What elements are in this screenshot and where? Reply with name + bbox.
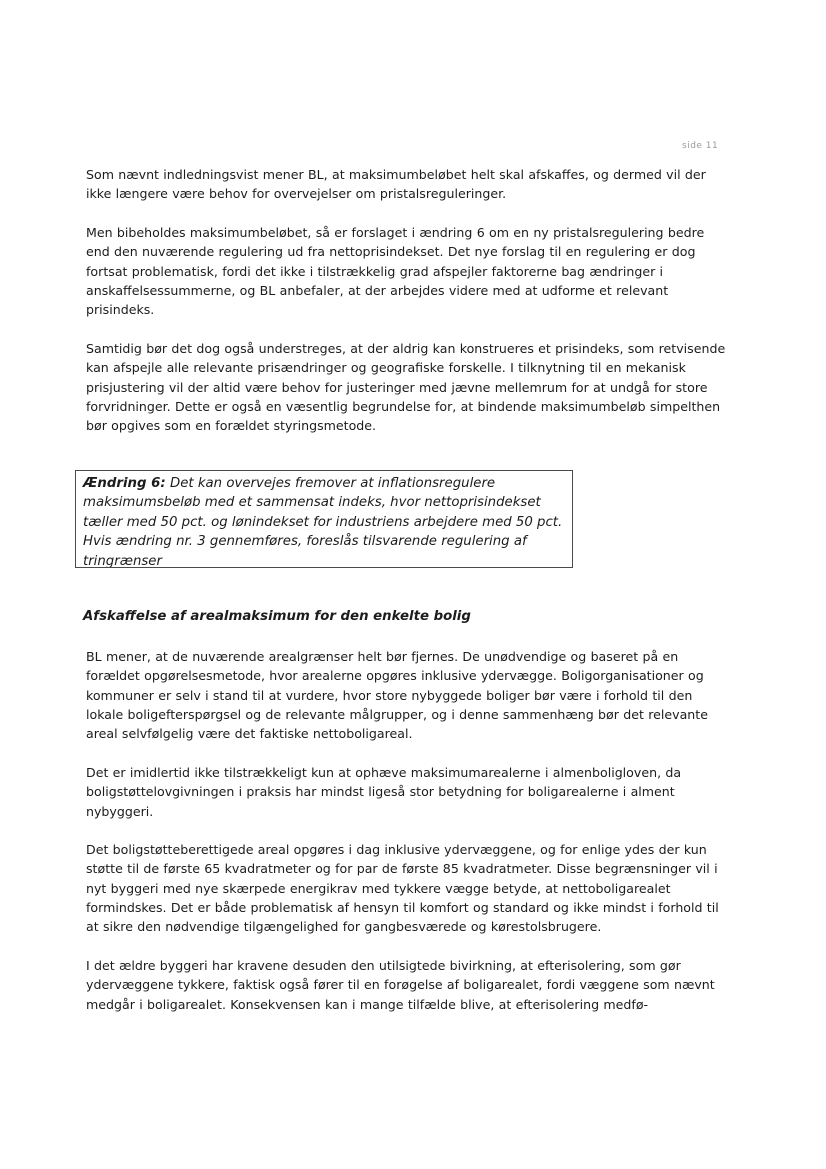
paragraph-price-index-limits: Samtidig bør det dog også understreges, at der aldrig kan konstrueres et prisindeks, som retvisende kan afspejle alle relevante prisændringer og geografiske forskelle. I tilknytning til en mekanisk prisjustering vil der altid være behov for justeringer med jævne mellemrum for at undgå for store forvridninger. Dette er også en væsentlig begrundelse for, at bindende maksimumbeløb simpelthen bør opgives som en forældet styringsmetode. bbox=[86, 341, 726, 434]
paragraph-price-regulation-proposal: Men bibeholdes maksimumbeløbet, så er forslaget i ændring 6 om en ny pristalsregulering bedre end den nuværende regulering ud fra nettoprisindekset. Det nye forslag til en regulering er dog fortsat problematisk, fordi det ikke i tilstrækkelig grad afspejler faktorerne bag ændringer i anskaffelsessummerne, og BL anbefaler, at der arbejdes videre med at udforme et relevant prisindeks. bbox=[86, 225, 705, 318]
paragraph-older-buildings: I det ældre byggeri har kravene desuden den utilsigtede bivirkning, at efterisolering, som gør ydervæggene tykkere, faktisk også fører til en forøgelse af boligarealet, fordi væggene som nævnt medgår i boligarealet. Konsekvensen kan i mange tilfælde blive, at efterisolering medfø- bbox=[86, 958, 715, 1012]
page-number: side 11 bbox=[682, 141, 719, 151]
amendment-label: Ændring 6: bbox=[83, 476, 166, 491]
paragraph-price-regulation-intro: Som nævnt indledningsvist mener BL, at maksimumbeløbet helt skal afskaffes, og dermed vil der ikke længere være behov for overvejelser om pristalsreguleringer. bbox=[86, 167, 706, 202]
paragraph-area-limits: BL mener, at de nuværende arealgrænser helt bør fjernes. De unødvendige og baseret på en forældet opgørelsesmetode, hvor arealerne opgøres inklusive ydervægge. Boligorganisationer og kommuner er selv i stand til at vurdere, hvor store nybyggede boliger bør være i forhold til den lokale boligefterspørgsel og de relevante målgrupper, og i denne sammenhæng bør det relevante areal selvfølgelig være det faktiske nettoboligareal. bbox=[86, 649, 708, 742]
paragraph-supported-area: Det boligstøtteberettigede areal opgøres i dag inklusive ydervæggene, og for enlige ydes der kun støtte til de første 65 kvadratmeter og for par de første 85 kvadratmeter. Disse begrænsninger vil i nyt byggeri med nye skærpede energikrav med tykkere vægge betyde, at nettoboligarealet formindskes. Det er både problematisk af hensyn til komfort og standard og ikke mindst i forhold til at sikre den nødvendige tilgængelighed for gangbesværede og kørestolsbrugere. bbox=[86, 842, 719, 935]
section-heading: Afskaffelse af arealmaksimum for den enkelte bolig bbox=[83, 609, 471, 624]
amendment-box bbox=[75, 470, 573, 568]
paragraph-housing-support-law: Det er imidlertid ikke tilstrækkeligt kun at ophæve maksimumarealerne i almenboligloven, da boligstøttelovgivningen i praksis har mindst ligeså stor betydning for boligarealerne i alment nybyggeri. bbox=[86, 765, 682, 819]
amendment-text: Det kan overvejes fremover at inflationsregulere maksimumsbeløb med et sammensat indeks, hvor nettoprisindekset tæller med 50 pct. og lønindekset for industriens arbejdere med 50 pct. Hvis ændring nr. 3 gennemføres, foreslås tilsvarende regulering af tringrænser bbox=[83, 476, 563, 568]
